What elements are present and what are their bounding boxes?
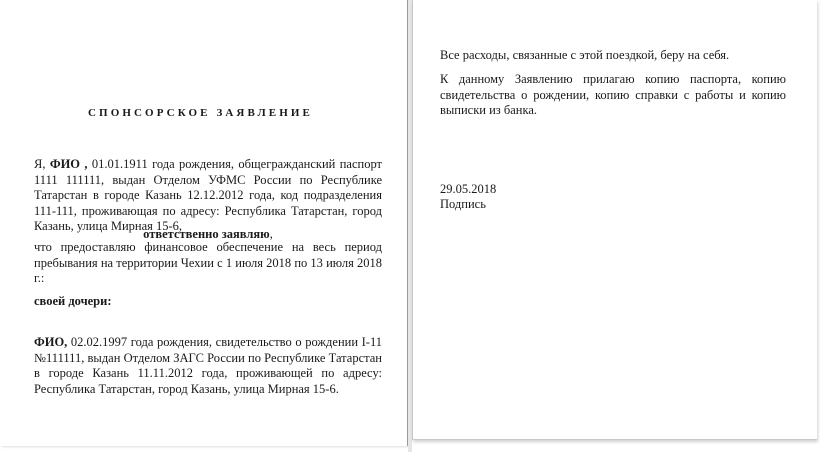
sponsorship-paragraph: что предоставляю финансовое обеспечение на весь период пребывания на территории Чехии с 1 июля 2018 по 13 июля 2018 г.: [34, 240, 382, 286]
declaration-bold: ответственно заявляю [143, 227, 270, 241]
daughter-label-text: своей дочери: [34, 294, 112, 308]
daughter-paragraph [34, 335, 382, 397]
document-title: СПОНСОРСКОЕ ЗАЯВЛЕНИЕ [88, 107, 313, 119]
daughter-details: 02.02.1997 года рождения, свидетельство о рождении I-11 №111111, выдан Отделом ЗАГС России по Республике Татарстан в городе Казань 11.11.2012 года, проживающей по адресу: Республика Татарстан, город Казань, улица Мирная 15-6. [34, 335, 382, 396]
applicant-name: ФИО , [49, 157, 88, 171]
signature-label: Подпись [440, 197, 486, 211]
daughter-name: ФИО, [34, 335, 68, 349]
document-page-right [412, 0, 817, 440]
attachments-paragraph: К данному Заявлению прилагаю копию паспорта, копию свидетельства о рождении, копию справки с работы и копию выписки из банка. [440, 72, 786, 118]
daughter-label [34, 294, 112, 310]
applicant-details: 01.01.1911 года рождения, общегражданский паспорт 1111 111111, выдан Отделом УФМС России по Республике Татарстан в городе Казань 12.12.2012 года, код подразделения 111-111, проживающая по адресу: Республика Татарстан, город Казань, улица Мирная 15-6, [34, 157, 382, 234]
applicant-paragraph [34, 157, 382, 235]
applicant-intro: Я, [34, 157, 50, 171]
document-page-left [0, 0, 408, 446]
date: 29.05.2018 [440, 182, 497, 196]
expenses-statement: Все расходы, связанные с этой поездкой, беру на себя. [440, 48, 730, 62]
declaration-comma: , [269, 227, 273, 241]
